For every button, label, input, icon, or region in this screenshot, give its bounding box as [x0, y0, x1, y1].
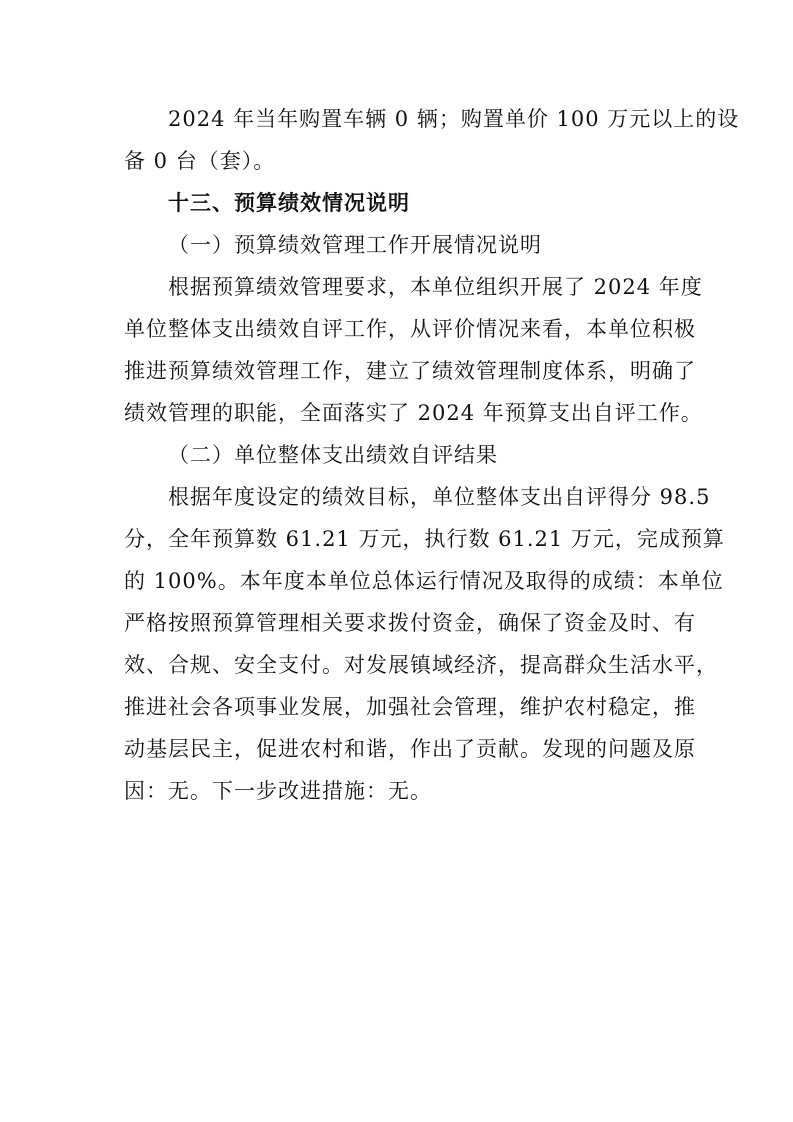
paragraph-line: 单位整体支出绩效自评工作，从评价情况来看，本单位积极	[124, 317, 696, 341]
paragraph-line: 根据预算绩效管理要求，本单位组织开展了 2024 年度	[168, 275, 703, 299]
paragraph-line: 因：无。下一步改进措施：无。	[124, 779, 432, 803]
document-body	[124, 98, 740, 812]
paragraph-line: 严格按照预算管理相关要求拨付资金，确保了资金及时、有	[124, 611, 696, 635]
subsection-heading: （二）单位整体支出绩效自评结果	[168, 443, 498, 467]
paragraph-line: 2024 年当年购置车辆 0 辆；购置单价 100 万元以上的设	[168, 107, 740, 131]
subsection-heading: （一）预算绩效管理工作开展情况说明	[168, 233, 542, 257]
paragraph-line: 推进社会各项事业发展，加强社会管理，维护农村稳定，推	[124, 695, 696, 719]
paragraph-line: 动基层民主，促进农村和谐，作出了贡献。发现的问题及原	[124, 737, 696, 761]
paragraph-line: 根据年度设定的绩效目标，单位整体支出自评得分 98.5	[168, 485, 711, 509]
paragraph-line: 绩效管理的职能，全面落实了 2024 年预算支出自评工作。	[124, 401, 703, 425]
paragraph-line: 推进预算绩效管理工作，建立了绩效管理制度体系，明确了	[124, 359, 696, 383]
paragraph-line: 的 100%。本年度本单位总体运行情况及取得的成绩：本单位	[124, 569, 724, 593]
paragraph-line: 效、合规、安全支付。对发展镇域经济，提高群众生活水平，	[124, 653, 718, 677]
section-heading: 十三、预算绩效情况说明	[168, 191, 410, 215]
paragraph-line: 备 0 台（套）。	[124, 149, 276, 173]
paragraph-line: 分，全年预算数 61.21 万元，执行数 61.21 万元，完成预算	[124, 527, 725, 551]
